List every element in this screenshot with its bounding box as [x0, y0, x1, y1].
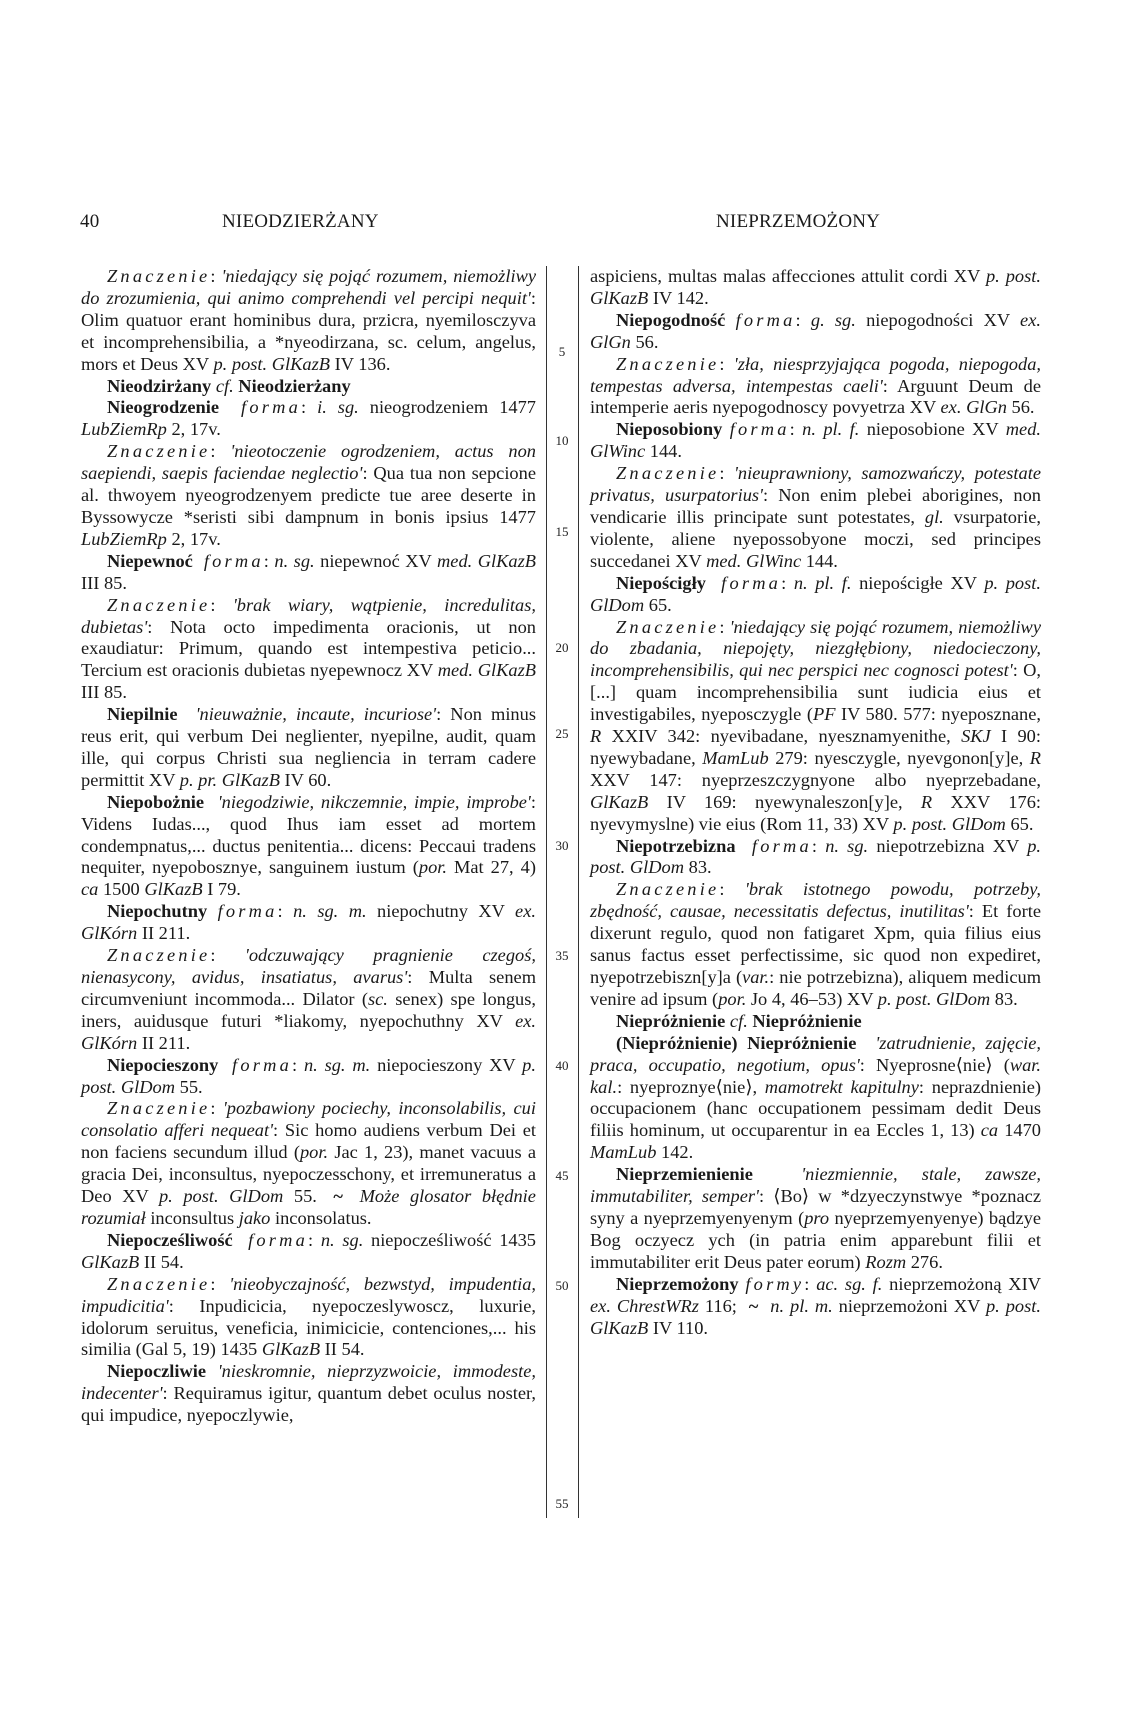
gloss: 'nieskromnie, nieprzyzwoicie, immodeste, indecenter'	[81, 1361, 536, 1404]
form: niepocześliwość 1435	[363, 1229, 537, 1250]
quotation: : Et forte dixerunt regulo, quod non fatigaret Xpm, quia filius eius sanus factus esset perfectissime, sic quod non expediret, nyepotrzebiszn[y]a (	[590, 901, 1041, 987]
quotation: XXIV 342: nyevibadane, nyesznamyenithe,	[601, 726, 962, 747]
note-jako: jako	[238, 1207, 271, 1228]
headword: Niepogodność	[616, 309, 726, 330]
gloss: 'nieotoczenie ogrodzeniem, actus non saepiendi, saepis faciendae neglectio'	[81, 441, 536, 484]
sc-marker: sc.	[367, 988, 388, 1009]
reference: I 79.	[202, 879, 241, 900]
date: p. post.	[985, 1295, 1041, 1316]
entry-meaning: Znaczenie: 'niedający się pojąć rozumem, niemożliwy do zbadania, niepojęty, niezgłębiony, niedocieczony, incomprehensibilis, qui nec perspici nec cognosci potest': O, [...] quam incomprehensibilia sunt iudicia eius et investigabiles, nyeposczygle (PF IV 580. 577: nyeposznane, R XXIV 342: nyevibadane, nyesznamyenithe, SKJ I 90: nyewybadane, MamLub 279: nyesczygle, nyevgonon[y]e, R XXV 147: nyeprzeszczygnyone albo nyeprzebadane, GlKazB IV 169: nyewynaleszon[y]e, R XXV 176: nyevymyslne) vie eius (Rom 11, 33) XV p. post. GlDom 65.	[590, 616, 1042, 834]
meaning-label: Znaczenie	[616, 463, 720, 484]
running-head-right: NIEPRZEMOŻONY	[716, 211, 881, 232]
forma-label: forma	[203, 550, 264, 571]
entry-forma: Nieogrodzenie forma: i. sg. nieogrodzeniem 1477 LubZiemRp 2, 17v.	[81, 397, 536, 440]
quotation: aspiciens, multas malas affecciones attulit cordi XV	[590, 266, 986, 286]
reference: 142.	[656, 1142, 694, 1163]
source: R	[590, 726, 602, 747]
entry-forma: Niepocieszony forma: n. sg. m. niepocieszony XV p. post. GlDom 55.	[81, 1054, 536, 1097]
entry-forma: Nieposobiony forma: n. pl. f. nieposobione XV med. GlWinc 144.	[590, 419, 1041, 462]
form: nieposobione XV	[859, 419, 1006, 440]
line-number: 20	[555, 640, 569, 655]
entry-forma: Nieprzemożony formy: ac. sg. f. nieprzemożoną XIV ex. ChrestWRz 116; ~ n. pl. m. nieprzemożoni XV p. post. GlKazB IV 110.	[590, 1273, 1041, 1338]
quotation: : O, [...] quam incomprehensibilia sunt iudicia eius et investigabiles, nyeposczygle (	[590, 660, 1041, 725]
source: GlKazB	[477, 550, 536, 571]
entry-headword	[590, 1164, 1041, 1274]
left-column	[81, 266, 536, 1427]
source: GlGn	[590, 331, 631, 352]
quotation: : Nyeprosne⟨nie⟩ (	[859, 1054, 1010, 1075]
quotation: : Inpudicicia, nyepoczeslywoscz, luxurie, idolorum seruitus, veneficia, inimicicie, contenciones,... his similia (Gal 5, 19) 1435	[81, 1295, 536, 1360]
date: ex.	[1020, 309, 1041, 330]
reference: III 85.	[81, 682, 127, 703]
forma-label: forma	[232, 1054, 292, 1075]
editor-note: Może glosator błędnie rozumiał	[81, 1186, 536, 1228]
entry-headword	[81, 792, 536, 902]
var-marker: war. kal.	[590, 1054, 1041, 1097]
reference: IV 110.	[648, 1317, 709, 1338]
gutter-rule-right	[578, 266, 579, 1518]
entry-meaning: Znaczenie: 'brak wiary, wątpienie, incredulitas, dubietas': Nota octo impedimenta oracionis, ut non exaudiatur: Primum, quando est intempestiva peticio... Tercium est oracionis dubietas nyepewnocz XV med. GlKazB III 85.	[81, 594, 536, 703]
source: GlKazB	[144, 879, 203, 900]
entry-meaning: Znaczenie: 'nieobyczajność, bezwstyd, impudentia, impudicitia': Inpudicicia, nyepoczeslywoscz, luxurie, idolorum seruitus, veneficia, inimicicie, contenciones,... his similia (Gal 5, 19) 1435 GlKazB II 54.	[81, 1273, 536, 1360]
entry-forma: Niepewnoć forma: n. sg. niepewnoć XV med. GlKazB III 85.	[81, 550, 536, 593]
quotation: : Multa senem circumveniunt incommoda... Dilator (	[81, 967, 537, 1009]
quotation: : Non enim plebei aborigines, non vendicarie illis principate sunt potestates,	[590, 485, 1041, 527]
source: GlKazB	[221, 769, 280, 790]
gloss: 'niegodziwie, nikczemnie, impie, improbe'	[217, 791, 531, 812]
source: GlKórn	[81, 923, 138, 944]
page-number: 40	[80, 211, 100, 232]
gloss: 'nieobyczajność, bezwstyd, impudentia, impudicitia'	[81, 1273, 536, 1316]
date: ca	[81, 879, 99, 900]
date: med.	[437, 660, 473, 681]
reference: IV 142.	[648, 287, 709, 308]
source: Rozm	[865, 1251, 907, 1272]
quotation: vsurpatorie, violente, aliene nyepossobyone moczi, sed principes succedanei XV	[590, 506, 1041, 571]
var-marker: var.	[742, 967, 770, 987]
form: nieprzemożoną XIV	[882, 1273, 1041, 1294]
headword: Niepróżnienie	[616, 1010, 726, 1031]
year: 1500	[98, 879, 145, 900]
grammar: g. sg.	[810, 309, 856, 330]
entry-meaning: Znaczenie: 'pozbawiony pociechy, inconsolabilis, cui consolatio afferi nequeat': Sic homo audiens verbum Dei et non faciens secundum illud (por. Jac 1, 23), manet vacuus a gracia Dei, inconsultus, nyepoczesschony, et irremuneratus a Deo XV p. post. GlDom 55. ~ Może glosator błędnie rozumiał inconsultus jako inconsolatus.	[81, 1098, 537, 1228]
source: GlKazB	[271, 353, 330, 374]
line-number: 40	[555, 1058, 569, 1073]
gutter-rule-left	[546, 266, 547, 1518]
gloss: 'niedający się pojąć rozumem, niemożliwy do zbadania, niepojęty, niezgłębiony, niedocieczony, incomprehensibilis, qui nec perspici nec cognosci potest'	[590, 616, 1041, 681]
reference: II 54.	[320, 1339, 365, 1360]
source: MamLub	[702, 747, 769, 768]
quotation: XXV 176: nyevymyslne) vie eius (Rom 11, 33) XV	[590, 791, 1042, 834]
meaning-label: Znaczenie	[616, 353, 720, 374]
entry-forma: Niepochutny forma: n. sg. m. niepochutny XV ex. GlKórn II 211.	[81, 901, 536, 944]
source: GlKazB	[590, 287, 649, 308]
quotation: 279: nyesczygle, nyevgonon[y]e,	[768, 747, 1030, 768]
source: GlDom	[120, 1076, 176, 1097]
reference: 55.	[283, 1186, 317, 1207]
entry-forma: Niepocześliwość forma: n. sg. niepocześliwość 1435 GlKazB II 54.	[81, 1229, 537, 1272]
reference: 83.	[990, 988, 1018, 1009]
quotation: nyeprzemyenyenye) bądzye Bog oczyecz ych (in patria enim apparebunt filii et immutabiliter erit Deus pater eorum)	[590, 1207, 1041, 1272]
reference: 56.	[630, 331, 659, 352]
forma-label: forma	[751, 835, 812, 856]
quotation: IV 580. 577: nyeposznane,	[835, 704, 1042, 725]
date: p. post.	[877, 988, 932, 1009]
reference: IV 60.	[279, 769, 332, 790]
entry-meaning: Znaczenie: 'zła, niesprzyjająca pogoda, niepogoda, tempestas adversa, intempestas caeli': Arguunt Deum de intemperie aeris nyepogodnoscy povyetrza XV ex. GlGn 56.	[590, 353, 1041, 418]
form: niepogodności XV	[855, 309, 1021, 330]
grammar: i. sg.	[317, 397, 359, 418]
date: med.	[1005, 419, 1041, 440]
entry-headword	[81, 704, 536, 792]
quotation: Jac 1, 23), manet vacuus a gracia Dei, inconsultus, nyepoczesschony, et irremuneratus a Deo XV	[81, 1142, 537, 1207]
quotation: : Qua tua non sepcione al. thwoyem nyeogrodzenyem predicte tue aree deserte in Byssowycze *seristi sibi dampnum in bonis ipsius 1477	[81, 463, 536, 527]
quotation: : Non minus reus erit, qui verbum Dei neglienter, nyepilne, audit, quam ille, qui corpus Christi sua negliencia in terram cadere permittit XV	[81, 704, 536, 790]
line-number: 10	[555, 433, 569, 448]
date: ex.	[940, 397, 962, 418]
meaning-label: Znaczenie	[616, 879, 720, 900]
source: GlGn	[966, 397, 1007, 418]
entry-crossref	[590, 1011, 1041, 1033]
line-number: 5	[558, 344, 566, 359]
form: nieogrodzeniem 1477	[358, 397, 536, 418]
date: p. post.	[893, 813, 948, 834]
source: GlKórn	[81, 1032, 138, 1053]
source: GlKazB	[590, 1317, 649, 1338]
meaning-label: Znaczenie	[107, 945, 211, 966]
quotation: : nie potrzebizna), aliquem medicum venire ad ipsum (	[590, 967, 1041, 1009]
headword: Nieprzemożony	[616, 1273, 739, 1294]
forma-label: forma	[217, 901, 278, 922]
entry-forma: Niepogodność forma: g. sg. niepogodności XV ex. GlGn 56.	[590, 309, 1041, 352]
gloss: 'zatrudnienie, zajęcie, praca, occupatio, negotium, opus'	[590, 1032, 1041, 1075]
entry-headword	[590, 1033, 1041, 1164]
quotation: : Arguunt Deum de intemperie aeris nyepogodnoscy povyetrza XV	[590, 375, 1041, 418]
quotation: I 90: nyewybadane,	[590, 726, 1041, 768]
quotation: XXV 147: nyeprzeszczygnyone albo nyeprzebadane,	[590, 769, 1041, 790]
gloss: 'zła, niesprzyjająca pogoda, niepogoda, tempestas adversa, intempestas caeli'	[590, 353, 1041, 396]
quotation: : Sic homo audiens verbum Dei et non faciens secundum illud (	[81, 1120, 536, 1163]
form: niepewnoć XV	[314, 550, 437, 571]
meaning-label: Znaczenie	[107, 1098, 211, 1119]
quotation: IV 169: nyewynaleszon[y]e,	[648, 791, 921, 812]
headword: Niepotrzebizna	[616, 835, 736, 856]
cf-marker: cf.	[729, 1010, 748, 1031]
date: p. post.	[213, 353, 268, 374]
headword: Niepewnoć	[107, 550, 193, 571]
date: ca	[980, 1120, 999, 1141]
grammar: n. pl. f.	[802, 419, 860, 440]
reference: 56.	[1006, 397, 1035, 418]
headword-variant: (Niepróżnienie)	[616, 1032, 738, 1053]
gloss: 'odczuwający pragnienie czegoś, nienasycony, avidus, insatiatus, avarus'	[81, 945, 536, 987]
quotation: Jo 4, 46–53) XV	[746, 988, 878, 1009]
line-number: 35	[555, 948, 569, 963]
forma-label: forma	[248, 1229, 309, 1250]
forma-label: forma	[729, 419, 790, 440]
running-head-left: NIEODZIERŻANY	[222, 211, 379, 232]
reference: II 54.	[139, 1251, 184, 1272]
year: 1470	[998, 1120, 1041, 1141]
reference: II 211.	[137, 1032, 191, 1053]
reference: IV 136.	[330, 353, 391, 374]
reference: 65.	[1005, 813, 1034, 834]
date: p. post.	[590, 835, 1042, 878]
grammar: n. sg. m.	[303, 1054, 371, 1075]
reference: 83.	[684, 857, 712, 878]
headword: Nieodzirżany	[107, 375, 212, 396]
headword: Nieposobiony	[616, 419, 723, 440]
source: ChrestWRz	[616, 1295, 699, 1316]
gloss: 'brak wiary, wątpienie, incredulitas, dubietas'	[81, 594, 536, 637]
date: p. post.	[985, 266, 1041, 286]
source: PF	[812, 704, 836, 725]
por-marker: por.	[718, 988, 747, 1009]
entry-meaning: Znaczenie: 'brak istotnego powodu, potrzeby, zbędność, causae, necessitatis defectus, inutilitas': Et forte dixerunt regulo, quod non fatigaret Xpm, quia filius eius sanus factus esset perfectissime, sic quod non expediret, nyepotrzebiszn[y]a (var.: nie potrzebizna), aliquem medicum venire ad ipsum (por. Jo 4, 46–53) XV p. post. GlDom 83.	[590, 879, 1041, 1009]
date: p. post.	[81, 1054, 536, 1097]
gloss: 'nieuprawniony, samozwańczy, potestate privatus, usurpatorius'	[590, 463, 1041, 506]
source: GlKazB	[261, 1339, 321, 1360]
cf-marker: cf.	[215, 375, 234, 396]
reference: 144.	[645, 441, 682, 462]
meaning-label: Znaczenie	[107, 594, 211, 615]
forma-label: forma	[241, 397, 301, 418]
note-word: inconsultus	[145, 1207, 239, 1228]
por-marker: por.	[299, 1142, 329, 1163]
date: ex.	[590, 1295, 611, 1316]
source: R	[920, 791, 933, 812]
meaning-label: Znaczenie	[107, 1273, 211, 1294]
headword: Niepochutny	[107, 901, 208, 922]
crossref-target[interactable]: Niepróżnienie	[752, 1010, 862, 1031]
line-number: 25	[555, 726, 569, 741]
gl-marker: gl.	[924, 506, 944, 527]
headword: Niepobożnie	[107, 791, 205, 812]
quotation: : neprazdnienie) occupacionem (hanc occupationem pessimam dedit Deus filiis hominum, ut occuparentur in ea Eccles 1, 13)	[590, 1076, 1041, 1141]
grammar: n. sg.	[825, 835, 869, 856]
headword: Niepocieszony	[107, 1054, 219, 1075]
line-number: 15	[555, 524, 569, 539]
line-number: 45	[555, 1168, 569, 1183]
reference: 2, 17v.	[166, 528, 221, 549]
gloss: 'pozbawiony pociechy, inconsolabilis, cui consolatio afferi nequeat'	[81, 1098, 536, 1141]
meaning-label: Znaczenie	[616, 616, 720, 637]
entry-forma: Niepotrzebizna forma: n. sg. niepotrzebizna XV p. post. GlDom 83.	[590, 835, 1042, 878]
line-number: 50	[555, 1278, 569, 1293]
quotation: : Requiramus igitur, quantum debet oculus noster, qui impudice, nyepoczlywie,	[81, 1383, 536, 1426]
source: GlKazB	[590, 791, 649, 812]
quotation: : Nota octo impedimenta oracionis, ut non exaudiatur: Primum, quando est intempestiva peticio... Tercium est oracionis dubietas nyepewnocz XV	[81, 616, 536, 681]
gloss: 'brak istotnego powodu, potrzeby, zbędność, causae, necessitatis defectus, inutilitas'	[590, 879, 1041, 922]
form: niepochutny XV	[366, 901, 516, 922]
headword: Niepościgły	[616, 572, 706, 593]
headword: Nieogrodzenie	[107, 397, 220, 418]
headword: Niepoczliwie	[107, 1361, 207, 1382]
source: LubZiemRp	[81, 419, 167, 440]
form: nieprzemożoni XV	[832, 1295, 986, 1316]
source: GlKazB	[81, 1251, 140, 1272]
gloss: 'niedający się pojąć rozumem, niemożliwy do zrozumienia, qui animo comprehendi vel percipi nequit'	[81, 266, 536, 308]
quotation: : Olim quatuor erant hominibus dura, przicra, nyemilosczyva et incomprehensibilia, a *nyeodirzana, sc. celum, angelus, mors et Deus XV	[81, 287, 536, 374]
date: p. pr.	[179, 769, 218, 790]
meaning-label: Znaczenie	[107, 441, 211, 462]
tilde-icon: ~	[748, 1295, 759, 1316]
quotation: Mat 27, 4)	[447, 857, 536, 878]
forma-label: formy	[745, 1273, 805, 1294]
reference: 276.	[906, 1251, 943, 1272]
entry-meaning: Znaczenie: 'niedający się pojąć rozumem, niemożliwy do zrozumienia, qui animo comprehendi vel percipi nequit': Olim quatuor erant hominibus dura, przicra, nyemilosczyva et incomprehensibilia, a *nyeodirzana, sc. celum, angelus, mors et Deus XV p. post. GlKazB IV 136.	[81, 266, 536, 374]
note-word: inconsolatus.	[270, 1207, 372, 1228]
pro-marker: pro	[804, 1207, 830, 1228]
source: GlDom	[229, 1186, 284, 1207]
entry-continuation	[590, 266, 1041, 310]
quotation: : nyeproznye⟨nie⟩,	[617, 1076, 765, 1097]
right-column	[590, 266, 1041, 1339]
form: niepocieszony XV	[370, 1054, 523, 1075]
quotation: senex) spe longus, iners, auidusque futuri *liakomy, nyepochuthny XV	[81, 988, 536, 1031]
forma-label: forma	[721, 572, 782, 593]
headword: Nieprzemienienie	[616, 1164, 753, 1185]
forma-label: forma	[735, 309, 796, 330]
tilde-icon: ~	[333, 1186, 343, 1207]
date: ex.	[515, 901, 536, 922]
source: GlKazB	[477, 660, 536, 681]
meaning-label: Znaczenie	[107, 266, 211, 286]
grammar: n. sg. m.	[293, 901, 367, 922]
gloss: 'nieuważnie, incaute, incuriose'	[195, 704, 437, 725]
quotation: : ⟨Bo⟩ w *dzyeczynstwye *poznacz syny a nyeprzemyenyenym (	[590, 1186, 1041, 1228]
source-note: mamotrekt kapitulny	[764, 1076, 919, 1097]
form: niepotrzebizna XV	[868, 835, 1028, 856]
source: SKJ	[961, 726, 991, 747]
grammar: n. pl. m.	[770, 1295, 833, 1316]
entry-meaning: Znaczenie: 'nieotoczenie ogrodzeniem, actus non saepiendi, saepis faciendae neglectio': Qua tua non sepcione al. thwoyem nyeogrodzenyem predicte tue aree deserte in Byssowycze *seristi sibi dampnum in bonis ipsius 1477 LubZiemRp 2, 17v.	[81, 441, 536, 549]
entry-forma: Niepościgły forma: n. pl. f. niepościgłe XV p. post. GlDom 65.	[590, 572, 1041, 615]
source: GlWinc	[590, 441, 646, 462]
entry-meaning: Znaczenie: 'nieuprawniony, samozwańczy, potestate privatus, usurpatorius': Non enim plebei aborigines, non vendicarie illis principate sunt potestates, gl. vsurpatorie, violente, aliene nyepossobyone moczi, sed principes succedanei XV med. GlWinc 144.	[590, 463, 1041, 571]
grammar: n. sg.	[274, 550, 315, 571]
reference: III 85.	[81, 572, 127, 593]
headword: Niepocześliwość	[107, 1229, 233, 1250]
line-number: 55	[555, 1496, 569, 1511]
date: med.	[706, 550, 742, 571]
headword: Niepilnie	[107, 704, 178, 725]
crossref-target[interactable]: Nieodzierżany	[238, 375, 351, 396]
date: p. post.	[158, 1186, 219, 1207]
reference: 2, 17v.	[166, 419, 221, 440]
date: med.	[437, 550, 473, 571]
source: R	[1029, 747, 1041, 768]
date: ex.	[515, 1010, 536, 1031]
date: p. post.	[984, 572, 1041, 593]
quotation: : Videns Iudas..., quod Ihus iam esset ad mortem condempnatus,... ductus penitentia... dicens: Peccaui tradens nequiter, nyepobosznye, sanguinem iustum (	[81, 791, 536, 878]
headword: Niepróżnienie	[747, 1032, 857, 1053]
entry-headword	[81, 1361, 536, 1427]
reference: 55.	[175, 1076, 203, 1097]
source: LubZiemRp	[81, 528, 167, 549]
source: GlDom	[936, 988, 991, 1009]
source: GlWinc	[745, 550, 802, 571]
gloss: 'niezmiennie, stale, zawsze, immutabiliter, semper'	[590, 1164, 1041, 1207]
grammar: n. pl. f.	[793, 572, 852, 593]
reference: 65.	[644, 594, 672, 615]
form: niepościgłe XV	[851, 572, 985, 593]
entry-crossref	[81, 376, 536, 398]
line-number: 30	[555, 838, 569, 853]
source: GlDom	[629, 857, 685, 878]
source: GlDom	[951, 813, 1006, 834]
source: MamLub	[590, 1142, 657, 1163]
reference: II 211.	[137, 923, 191, 944]
reference: 116;	[698, 1295, 737, 1316]
grammar: ac. sg. f.	[816, 1273, 883, 1294]
reference: 144.	[801, 550, 838, 571]
entry-meaning: Znaczenie: 'odczuwający pragnienie czegoś, nienasycony, avidus, insatiatus, avarus': Multa senem circumveniunt incommoda... Dilator (sc. senex) spe longus, iners, auidusque futuri *liakomy, nyepochuthny XV ex. GlKórn II 211.	[81, 945, 537, 1053]
grammar: n. sg.	[320, 1229, 364, 1250]
source: GlDom	[590, 594, 645, 615]
por-marker: por.	[418, 857, 447, 878]
